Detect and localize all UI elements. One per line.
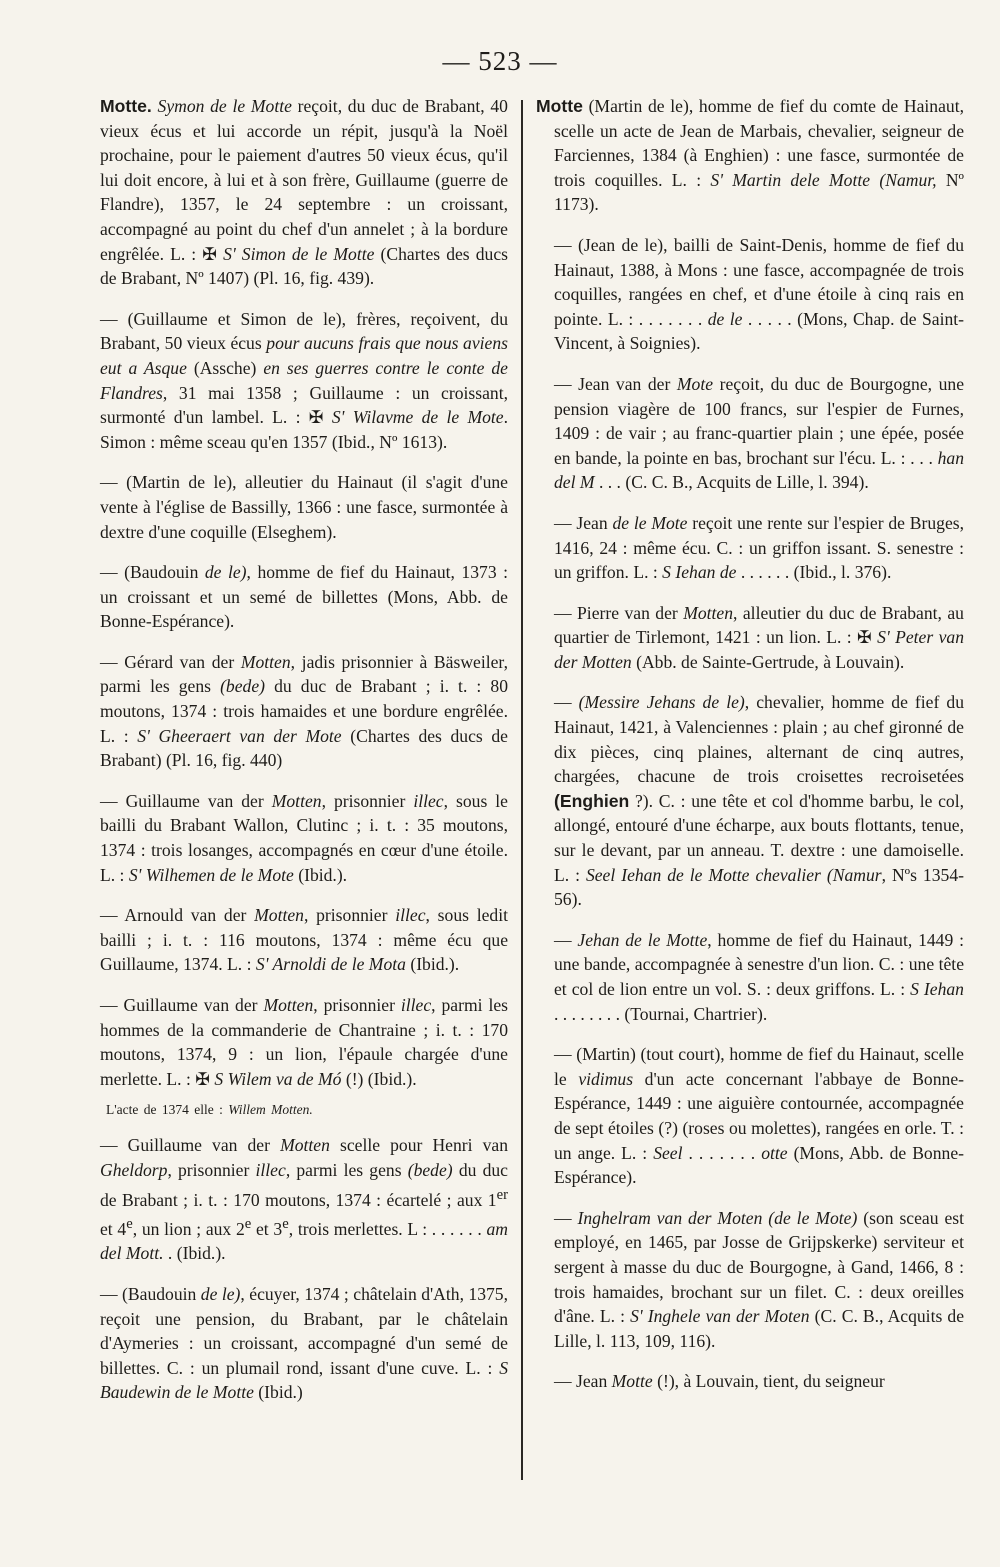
entry-jean-van-der-mote: — Jean van der Mote reçoit, du duc de Bourgogne, une pension viagère de 100 francs, sur l'espier de Furnes, 1409 : de vair ; au franc-quartier plain ; une épée, posée en bande, la pointe en bas, brochant sur l'écu. L. : . . . han del M . . . (C. C. B., Acquits de Lille, l. 394). <box>554 373 964 493</box>
entry-jean-de-le-mote-1416: — Jean de le Mote reçoit une rente sur l'espier de Bruges, 1416, 24 : même écu. C. : un griffon issant. S. senestre : un griffon. L. : S Iehan de . . . . . . (Ibid., l. 376). <box>554 512 965 583</box>
footnote-acte-1374: L'acte de 1374 elle : Willem Motten. <box>106 1102 313 1118</box>
entry-martin-de-le: — (Martin de le), alleutier du Hainaut (il s'agit d'une vente à l'église de Bassilly, 1366 : une fasce, surmontée à dextre d'une coquille (Elseghem). <box>100 472 508 542</box>
entry-pierre-van-der-motten: — Pierre van der Motten, alleutier du duc de Brabant, au quartier de Tirlemont, 1421 : un lion. L. : ✠ S' Peter van der Motten (Abb. de Sainte-Gertrude, à Louvain). <box>554 602 964 672</box>
entry-baudouin-1373: — (Baudouin de le), homme de fief du Hainaut, 1373 : un croissant et un semé de billettes (Mons, Abb. de Bonne-Espérance). <box>100 562 508 632</box>
entry-baudouin-ath: — (Baudouin de le), écuyer, 1374 ; châtelain d'Ath, 1375, reçoit une pension, du Brabant, par le châtelain d'Aymeries : un croissant, accompagné d'un semé de billettes. C. : un plumail rond, issant d'une cuve. L. : S Baudewin de le Motte (Ibid.) <box>100 1284 509 1403</box>
entry-messire-jehans: — (Messire Jehans de le), chevalier, homme de fief du Hainaut, 1421, à Valenciennes : plain ; au chef gironné de dix pièces, cinq plaines, alternant de cinq autres, chargées, chacune de trois croisettes recroisetées (Enghien ?). C. : une tête et col d'homme barbu, le col, allongé, entouré d'une écharpe, aux bouts flottants, tenue, sur le devant, par un anneau. T. dextre : une damoiselle. L. : Seel Iehan de le Motte chevalier (Namur, Nºs 1354-56). <box>554 692 965 910</box>
entry-gerard-van-der-motten: — Gérard van der Motten, jadis prisonnier à Bäsweiler, parmi les gens (bede) du duc de Brabant ; i. t. : 80 moutons, 1374 : trois hamaides et une bordure engrêlée. L. : S' Gheeraert van der Mote (Chartes des ducs de Brabant) (Pl. 16, fig. 440) <box>100 651 508 771</box>
entry-jehan-1449: — Jehan de le Motte, homme de fief du Hainaut, 1449 : une bande, accompagnée à senestre d'un lion. C. : une tête et col de lion entre un vol. S. : deux griffons. L. : S Iehan . . . . . . . . (Tournai, Chartrier). <box>554 929 964 1024</box>
entry-symon-de-le-motte: Motte. Symon de le Motte reçoit, du duc de Brabant, 40 vieux écus et lui accorde un répit, jusqu'à la Noël prochaine, pour le paiement d'autres 50 vieux écus, qu'il lui doit encore, à lui et à son frère, Guillaume (guerre de Flandre), 1357, le 24 septembre : un croissant, accompagné au point du chef d'un annelet ; à la bordure engrêlée. L. : ✠ S' Simon de le Motte (Chartes des ducs de Brabant, Nº 1407) (Pl. 16, fig. 439). <box>100 96 508 289</box>
page-number: — 523 — <box>442 46 558 76</box>
entry-martin-1384: Motte (Martin de le), homme de fief du comte de Hainaut, scelle un acte de Jean de Marbais, chevalier, seigneur de Farciennes, 1384 (à Enghien) : une fasce, surmontée de trois coquilles. L. : S' Martin dele Motte (Namur, Nº 1173). <box>536 96 965 215</box>
right-column <box>536 94 964 1410</box>
entry-jean-de-le-1388: — (Jean de le), bailli de Saint-Denis, homme de fief du Hainaut, 1388, à Mons : une fasce, accompagnée de trois coquilles, rangées en chef, et d'une étoile à cinq rais en pointe. L. : . . . . . . . de le . . . . . (Mons, Chap. de Saint-Vincent, à Soignies). <box>554 234 965 354</box>
entry-guillaume-et-simon: — (Guillaume et Simon de le), frères, reçoivent, du Brabant, 50 vieux écus pour aucuns frais que nous aviens eut a Asque (Assche) en ses guerres contre le conte de Flandres, 31 mai 1358 ; Guillaume : un croissant, surmonté d'un lambel. L. : ✠ S' Wilavme de le Mote. Simon : même sceau qu'en 1357 (Ibid., Nº 1613). <box>100 308 509 452</box>
entry-jean-motte-louvain: — Jean Motte (!), à Louvain, tient, du seigneur <box>554 1371 885 1392</box>
entry-guillaume-chantraine: — Guillaume van der Motten, prisonnier illec, parmi les hommes de la commanderie de Chantraine ; i. t. : 170 moutons, 1374, 9 : un lion, l'épaule chargée d'une merlette. L. : ✠ S Wilem va de Mó (!) (Ibid.). <box>100 995 508 1089</box>
column-divider <box>521 100 523 1480</box>
entry-inghelram-van-der-moten: — Inghelram van der Moten (de le Mote) (son sceau est employé, en 1465, par Josse de Grijpskerke) serviteur et sergent à masse du duc de Bourgogne, à Gand, 1466, 8 : trois hamaides, brochant sur un filet. C. : deux oreilles d'âne. L. : S' Inghele van der Moten (C. C. B., Acquits de Lille, l. 113, 109, 116). <box>554 1207 964 1351</box>
entry-martin-tout-court: — (Martin) (tout court), homme de fief du Hainaut, scelle le vidimus d'un acte concernant l'abbaye de Bonne-Espérance, 1449 : une aiguière contournée, accompagnée de sept étoiles (?) (roses ou molettes), rangées en orle. T. : un ange. L. : Seel . . . . . . . otte (Mons, Abb. de Bonne-Espérance). <box>554 1044 964 1188</box>
entry-arnould-van-der-motten: — Arnould van der Motten, prisonnier illec, sous ledit bailli ; i. t. : 116 moutons, 1374 : même écu que Guillaume, 1374. L. : S' Arnoldi de le Mota (Ibid.). <box>100 905 508 975</box>
entry-guillaume-clutinc: — Guillaume van der Motten, prisonnier illec, sous le bailli du Brabant Wallon, Clutinc ; i. t. : 35 moutons, 1374 : trois losanges, accompagnés en cœur d'une étoile. L. : S' Wilhemen de le Mote (Ibid.). <box>100 790 508 885</box>
entry-guillaume-gheldorp: — Guillaume van der Motten scelle pour Henri van Gheldorp, prisonnier illec, parmi les gens (bede) du duc de Brabant ; i. t. : 170 moutons, 1374 : écartelé ; aux 1er et 4e, un lion ; aux 2e et 3e, trois merlettes. L : . . . . . . am del Mott. . (Ibid.). <box>100 1135 508 1264</box>
left-column <box>82 94 508 1421</box>
